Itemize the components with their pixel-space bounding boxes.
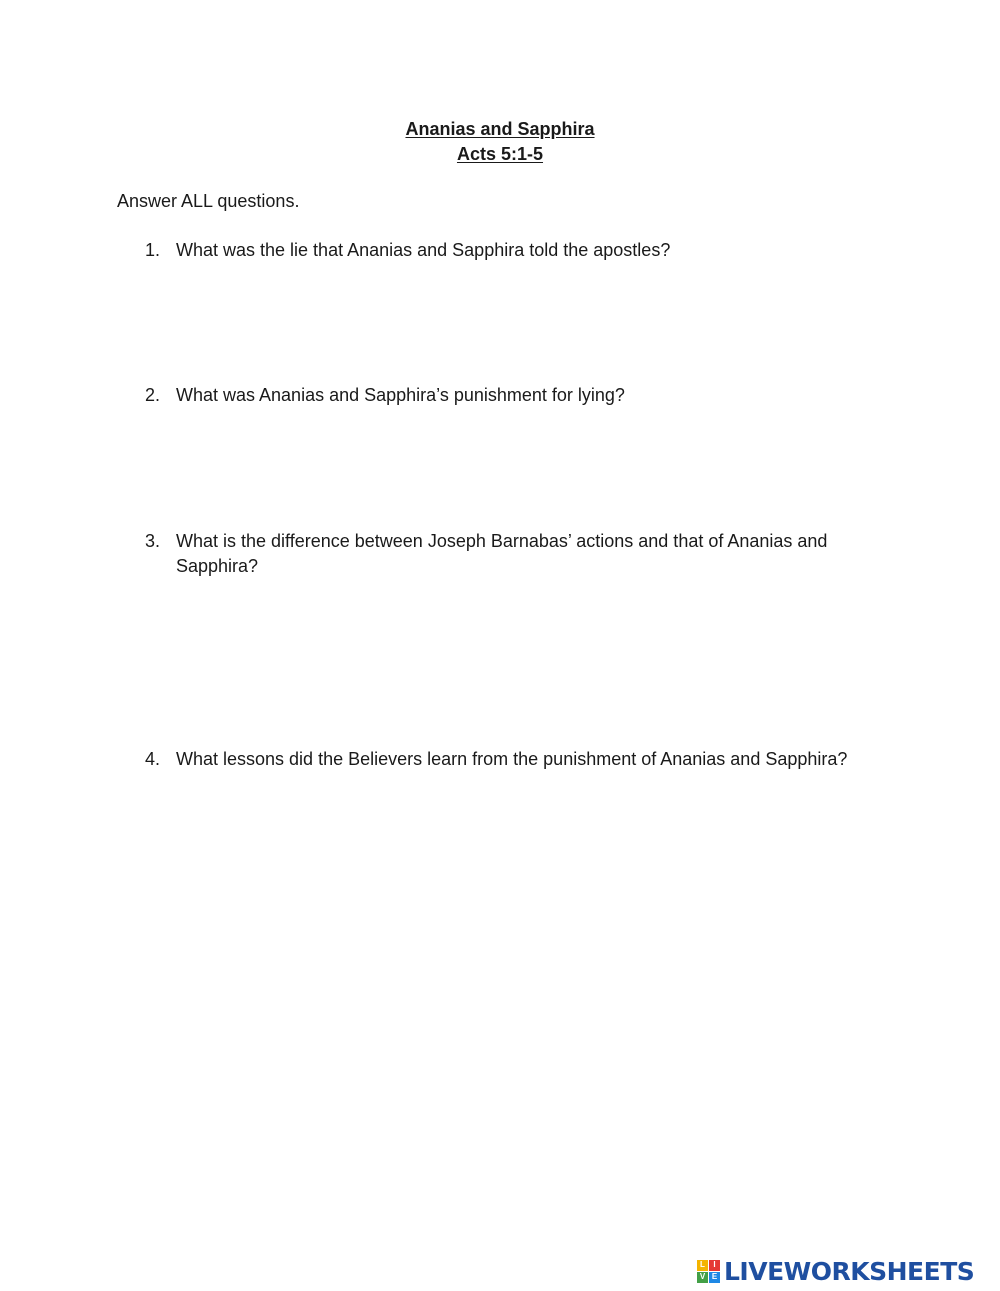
liveworksheets-brand[interactable]: [697, 1255, 974, 1287]
question-item: [145, 238, 865, 263]
logo-tile: V: [697, 1272, 708, 1283]
page-title: Ananias and Sapphira: [405, 119, 595, 139]
logo-tile: I: [709, 1260, 720, 1271]
brand-name: LIVEWORKSHEETS: [724, 1256, 975, 1286]
page-subtitle: Acts 5:1-5: [456, 144, 544, 164]
question-text: What was the lie that Ananias and Sapphira told the apostles?: [176, 240, 671, 260]
question-number: 2.: [145, 385, 161, 405]
question-text: What lessons did the Believers learn from the punishment of Ananias and Sapphira?: [176, 749, 848, 769]
instructions-text: Answer ALL questions.: [117, 191, 300, 211]
question-text: What was Ananias and Sapphira’s punishment for lying?: [176, 385, 625, 405]
logo-tile: L: [697, 1260, 708, 1271]
question-item: [145, 383, 865, 408]
question-number: 3.: [145, 531, 161, 551]
question-text: What is the difference between Joseph Barnabas’ actions and that of Ananias and Sapphira?: [176, 531, 828, 576]
question-item: [145, 529, 865, 579]
question-item: [145, 747, 865, 772]
question-number: 1.: [145, 240, 161, 260]
logo-tile: E: [709, 1272, 720, 1283]
question-number: 4.: [145, 749, 161, 769]
liveworksheets-logo-icon: [697, 1260, 720, 1283]
